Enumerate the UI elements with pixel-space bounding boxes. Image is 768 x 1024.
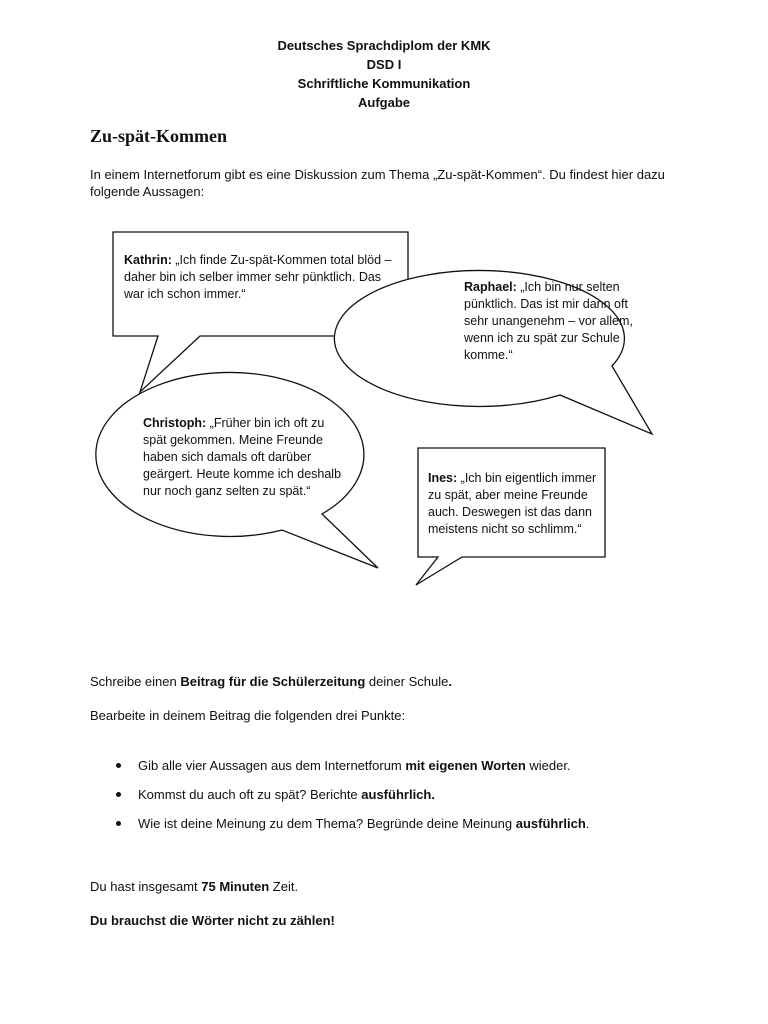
raphael-name: Raphael:	[464, 280, 517, 294]
time-info	[90, 878, 298, 896]
christoph-text: „Früher bin ich oft zu spät gekommen. Meine Freunde haben sich damals oft darüber geärgert. Heute komme ich deshalb nur noch ganz selten zu spät.“	[143, 416, 342, 498]
kathrin-text: „Ich finde Zu-spät-Kommen total blöd – daher bin ich selber immer sehr pünktlich. Das war ich schon immer.“	[124, 253, 392, 301]
christoph-name: Christoph:	[143, 416, 207, 430]
task-points-list	[112, 757, 589, 844]
point-3-text: Wie ist deine Meinung zu dem Thema? Begründe deine Meinung	[138, 816, 516, 831]
ines-text: „Ich bin eigentlich immer zu spät, aber meine Freunde auch. Deswegen ist das dann meistens nicht so schlimm.“	[428, 471, 597, 536]
header-line-3: Schriftliche Kommunikation	[297, 76, 471, 91]
raphael-text: „Ich bin nur selten pünktlich. Das ist mir dann oft sehr unangenehm – vor allem, wenn ich zu spät zur Schule komme.“	[464, 280, 633, 362]
time-bold: 75 Minuten	[201, 879, 270, 894]
task1-before: Schreibe einen	[90, 674, 181, 689]
ines-name: Ines:	[428, 471, 458, 485]
bullet-icon	[116, 792, 121, 797]
point-3-after: .	[585, 816, 590, 831]
point-3-bold: ausführlich	[515, 816, 586, 831]
header-line-1: Deutsches Sprachdiplom der KMK	[277, 38, 491, 53]
page-title: Zu-spät-Kommen	[90, 126, 228, 146]
point-2-bold: ausführlich.	[361, 787, 435, 802]
point-1-text: Gib alle vier Aussagen aus dem Internetforum	[138, 758, 406, 773]
bullet-icon	[116, 763, 121, 768]
point-1-after: wieder.	[525, 758, 571, 773]
kathrin-statement	[124, 252, 394, 303]
final-note: Du brauchst die Wörter nicht zu zählen!	[90, 913, 335, 928]
header-line-2: DSD I	[366, 57, 402, 72]
task1-bold: Beitrag für die Schülerzeitung	[180, 674, 366, 689]
time-before: Du hast insgesamt	[90, 879, 202, 894]
point-2-text: Kommst du auch oft zu spät? Berichte	[138, 787, 362, 802]
task1-after: deiner Schule	[365, 674, 449, 689]
bullet-icon	[116, 821, 121, 826]
task-points-intro: Bearbeite in deinem Beitrag die folgenden drei Punkte:	[90, 708, 406, 723]
christoph-statement	[143, 415, 343, 500]
ines-statement	[428, 470, 600, 538]
list-item	[112, 815, 589, 833]
list-item	[112, 757, 589, 775]
list-item	[112, 786, 589, 804]
time-after: Zeit.	[269, 879, 299, 894]
point-1-bold: mit eigenen Worten	[405, 758, 526, 773]
header-line-4: Aufgabe	[358, 95, 410, 110]
task-instruction	[90, 673, 452, 691]
intro-text: In einem Internetforum gibt es eine Diskussion zum Thema „Zu-spät-Kommen“. Du findest hier dazu folgende Aussagen:	[90, 167, 665, 199]
task1-end: .	[448, 674, 453, 689]
raphael-statement	[464, 279, 654, 364]
kathrin-name: Kathrin:	[124, 253, 172, 267]
